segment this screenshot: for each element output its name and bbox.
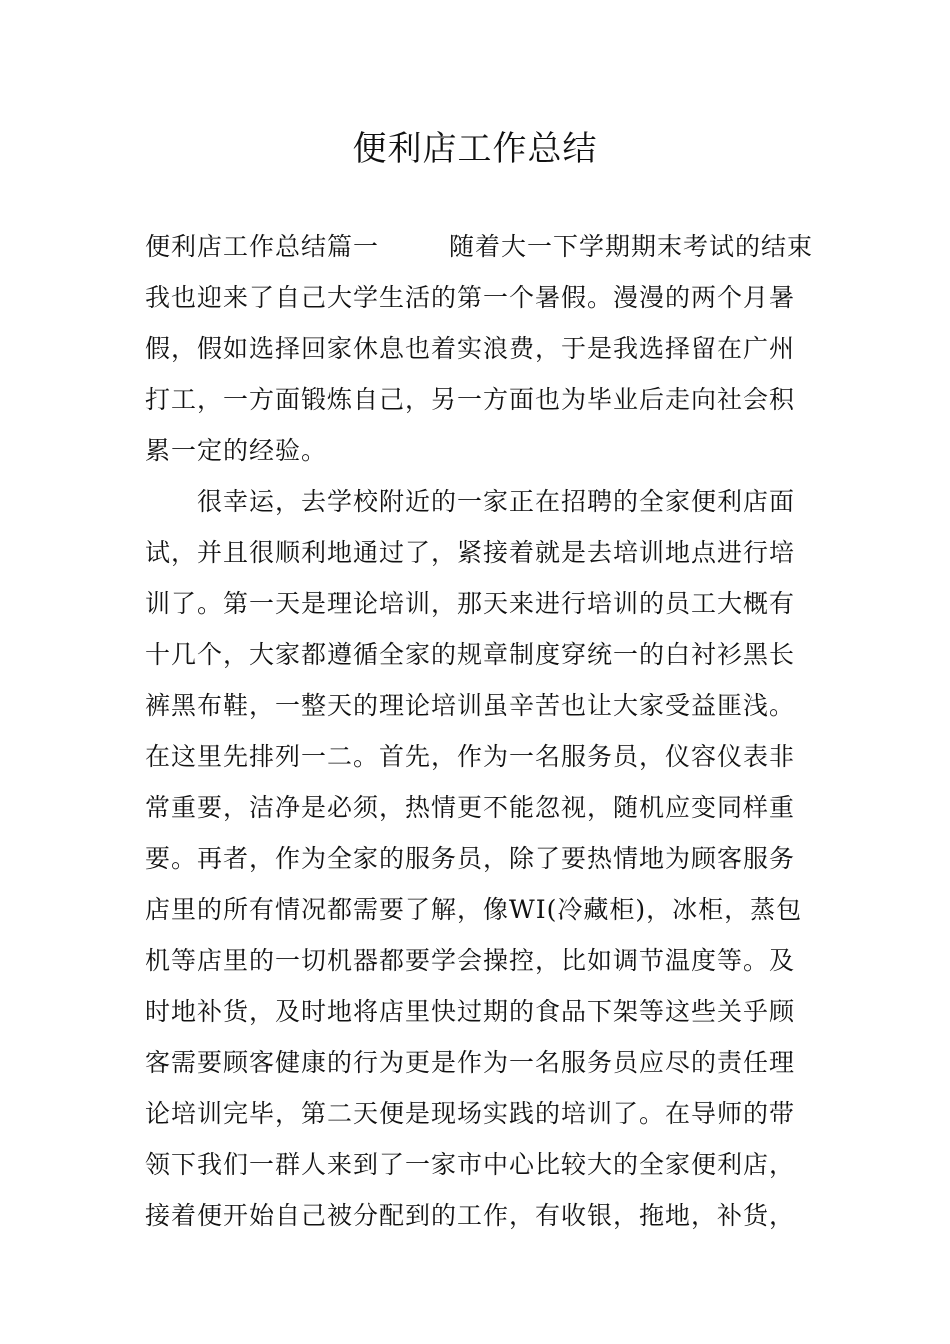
text-line: 客需要顾客健康的行为更是作为一名服务员应尽的责任理 <box>145 1048 796 1077</box>
text-line: 累一定的经验。 <box>145 436 328 465</box>
text-line: 领下我们一群人来到了一家市中心比较大的全家便利店， <box>145 1150 796 1179</box>
text-line: 假，假如选择回家休息也着实浪费，于是我选择留在广州 <box>145 334 796 363</box>
text-line: 训了。第一天是理论培训，那天来进行培训的员工大概有 <box>145 589 796 618</box>
text-line: 十几个，大家都遵循全家的规章制度穿统一的白衬衫黑长 <box>145 640 796 669</box>
text-line: 裤黑布鞋，一整天的理论培训虽辛苦也让大家受益匪浅。 <box>145 691 796 720</box>
text-line: 论培训完毕，第二天便是现场实践的培训了。在导师的带 <box>145 1099 796 1128</box>
document-body <box>145 221 814 1241</box>
text-line: 机等店里的一切机器都要学会操控，比如调节温度等。及 <box>145 946 796 975</box>
text-line: 接着便开始自己被分配到的工作，有收银，拖地，补货， <box>145 1201 796 1230</box>
text-line: 时地补货，及时地将店里快过期的食品下架等这些关乎顾 <box>145 997 796 1026</box>
section-heading: 便利店工作总结篇一 <box>145 232 380 261</box>
document-title: 便利店工作总结 <box>352 129 598 169</box>
text-line: 在这里先排列一二。首先，作为一名服务员，仪容仪表非 <box>145 742 796 771</box>
text-line: 我也迎来了自己大学生活的第一个暑假。漫漫的两个月暑 <box>145 283 796 312</box>
text-line <box>145 221 814 272</box>
text-line <box>145 476 807 527</box>
text-line: 打工，一方面锻炼自己，另一方面也为毕业后走向社会积 <box>145 385 796 414</box>
text-line-content: 很幸运，去学校附近的一家正在招聘的全家便利店面 <box>197 487 796 516</box>
text-line-content: 随着大一下学期期末考试的结束 <box>449 232 814 261</box>
text-line: 要。再者，作为全家的服务员，除了要热情地为顾客服务 <box>145 844 796 873</box>
text-line: 常重要，洁净是必须，热情更不能忽视，随机应变同样重 <box>145 793 796 822</box>
text-line: 试，并且很顺利地通过了，紧接着就是去培训地点进行培 <box>145 538 796 567</box>
text-line: 店里的所有情况都需要了解，像WI(冷藏柜)，冰柜，蒸包 <box>145 895 803 924</box>
